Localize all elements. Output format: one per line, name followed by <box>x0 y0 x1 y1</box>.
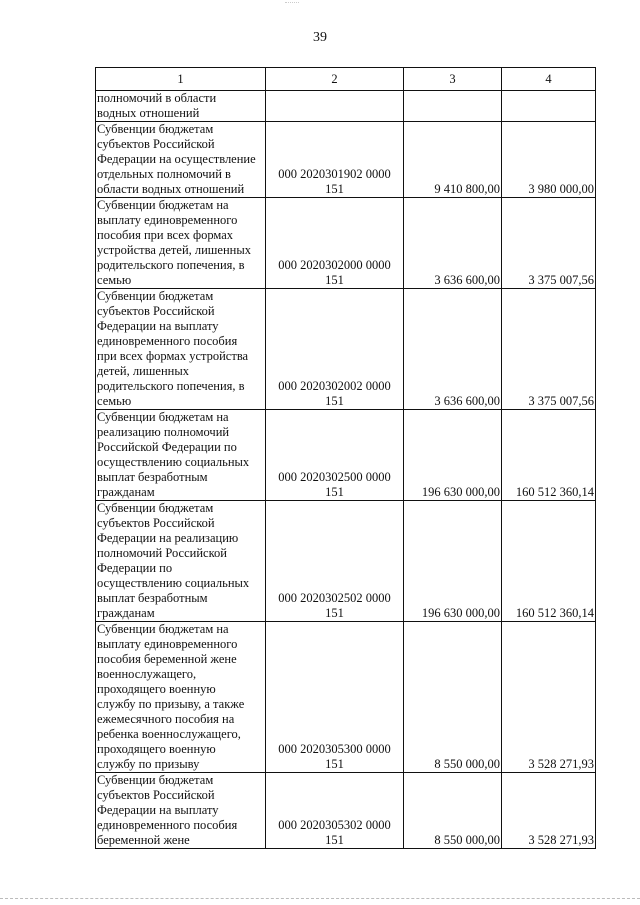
row-code-cell: 000 2020302502 0000 151 <box>266 501 404 622</box>
row-name-cell: Субвенции бюджетам субъектов Российской Федерации на реализацию полномочий Российской Федерации по осуществлению социальных выплат безработным гражданам <box>96 501 266 622</box>
row-value-col3-cell: 3 636 600,00 <box>404 289 502 410</box>
row-value-col4-cell: 3 980 000,00 <box>502 122 596 198</box>
row-name-cell: Субвенции бюджетам субъектов Российской Федерации на выплату единовременного пособия при всех формах устройства детей, лишенных родительского попечения, в семью <box>96 289 266 410</box>
row-value-col3-cell <box>404 91 502 122</box>
table-row <box>96 410 596 501</box>
row-value-col3-cell: 9 410 800,00 <box>404 122 502 198</box>
table-row <box>96 122 596 198</box>
page-bottom-edge <box>0 898 640 899</box>
table-row <box>96 198 596 289</box>
row-code-cell: 000 2020301902 0000 151 <box>266 122 404 198</box>
row-value-col4-cell: 160 512 360,14 <box>502 501 596 622</box>
row-code-cell: 000 2020305300 0000 151 <box>266 622 404 773</box>
row-value-col3-cell: 196 630 000,00 <box>404 501 502 622</box>
table-row <box>96 289 596 410</box>
column-header: 1 <box>96 68 266 91</box>
row-value-col4-cell <box>502 91 596 122</box>
row-value-col4-cell: 3 375 007,56 <box>502 289 596 410</box>
page-number: 39 <box>313 30 327 45</box>
row-name-cell: Субвенции бюджетам на выплату единовременного пособия беременной жене военнослужащего, проходящего военную службу по призыву, а также ежемесячного пособия на ребенка военнослужащего, проходящего военную службу по призыву <box>96 622 266 773</box>
row-name-cell: Субвенции бюджетам субъектов Российской Федерации на выплату единовременного пособия беременной жене <box>96 773 266 849</box>
row-value-col4-cell: 3 528 271,93 <box>502 773 596 849</box>
table-row <box>96 622 596 773</box>
table-header-row <box>96 68 596 91</box>
table-row <box>96 501 596 622</box>
row-name-cell: Субвенции бюджетам на реализацию полномочий Российской Федерации по осуществлению социальных выплат безработным гражданам <box>96 410 266 501</box>
budget-table <box>95 67 596 849</box>
row-code-cell: 000 2020302000 0000 151 <box>266 198 404 289</box>
row-name-cell: Субвенции бюджетам на выплату единовременного пособия при всех формах устройства детей, лишенных родительского попечения, в семью <box>96 198 266 289</box>
table-row <box>96 91 596 122</box>
row-code-cell <box>266 91 404 122</box>
row-code-cell: 000 2020302002 0000 151 <box>266 289 404 410</box>
row-code-cell: 000 2020302500 0000 151 <box>266 410 404 501</box>
row-value-col3-cell: 8 550 000,00 <box>404 622 502 773</box>
row-value-col4-cell: 3 375 007,56 <box>502 198 596 289</box>
row-code-cell: 000 2020305302 0000 151 <box>266 773 404 849</box>
column-header: 3 <box>404 68 502 91</box>
row-value-col3-cell: 8 550 000,00 <box>404 773 502 849</box>
row-value-col3-cell: 196 630 000,00 <box>404 410 502 501</box>
row-value-col3-cell: 3 636 600,00 <box>404 198 502 289</box>
row-name-cell: Субвенции бюджетам субъектов Российской Федерации на осуществление отдельных полномочий в области водных отношений <box>96 122 266 198</box>
column-header: 4 <box>502 68 596 91</box>
table-row <box>96 773 596 849</box>
row-value-col4-cell: 160 512 360,14 <box>502 410 596 501</box>
column-header: 2 <box>266 68 404 91</box>
row-name-cell: полномочий в области водных отношений <box>96 91 266 122</box>
scan-artifact <box>285 2 299 3</box>
row-value-col4-cell: 3 528 271,93 <box>502 622 596 773</box>
